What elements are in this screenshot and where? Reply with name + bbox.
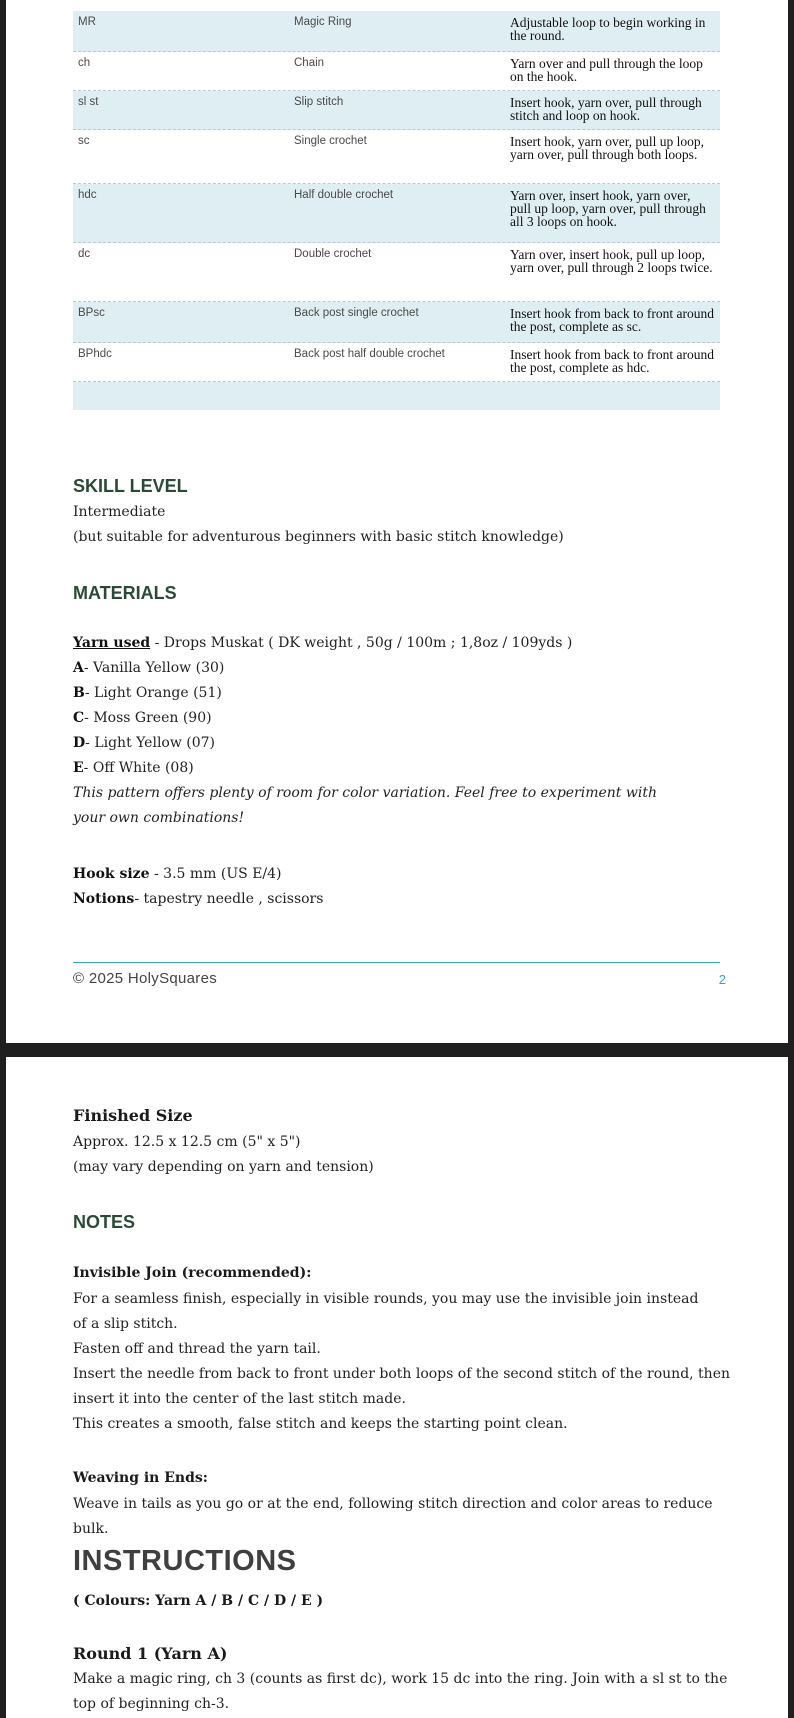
table-row (73, 11, 720, 52)
yarn-used-value: - Drops Muskat ( DK weight , 50g / 100m ; 1,8oz / 109yds ) (150, 635, 573, 651)
notes-heading: NOTES (73, 1212, 136, 1232)
stitch-description: Insert hook from back to front around the post, complete as sc. (510, 306, 714, 334)
table-row-empty (73, 382, 720, 410)
stitch-abbreviation: dc (78, 248, 91, 260)
yarn-color-b (73, 681, 733, 706)
yarn-color-e (73, 756, 733, 781)
materials-heading: MATERIALS (73, 583, 177, 603)
stitch-name: Single crochet (294, 135, 367, 147)
table-row (73, 302, 720, 343)
yarn-color-key: C (73, 710, 85, 726)
yarn-color-key: B (73, 685, 85, 701)
yarn-used-label: Yarn used (73, 635, 151, 651)
yarn-color-key: E (73, 760, 84, 776)
stitch-abbreviation: MR (78, 16, 96, 28)
table-row (73, 343, 720, 382)
skill-level-note: (but suitable for adventurous beginners with basic stitch knowledge) (73, 529, 564, 545)
pattern-page-3 (6, 1057, 788, 1718)
invisible-join-heading: Invisible Join (recommended): (73, 1265, 312, 1281)
colours-line: ( Colours: Yarn A / B / C / D / E ) (73, 1593, 324, 1609)
stitch-name: Back post half double crochet (294, 348, 445, 360)
table-row (73, 52, 720, 91)
yarn-color-d (73, 731, 733, 756)
finished-size-note: (may vary depending on yarn and tension) (73, 1159, 374, 1175)
notions (73, 887, 733, 912)
stitch-description: Insert hook, yarn over, pull through stitch and loop on hook. (510, 95, 702, 123)
weaving-heading: Weaving in Ends: (73, 1470, 208, 1486)
finished-size-value: Approx. 12.5 x 12.5 cm (5" x 5") (73, 1134, 301, 1150)
stitch-description: Adjustable loop to begin working in the round. (510, 15, 706, 43)
stitch-description: Insert hook from back to front around the post, complete as hdc. (510, 347, 714, 375)
stitch-abbreviation: sl st (78, 96, 99, 108)
yarn-color-label: - Vanilla Yellow (30) (83, 660, 225, 676)
yarn-color-c (73, 706, 733, 731)
invisible-join-line: This creates a smooth, false stitch and keeps the starting point clean. (73, 1416, 568, 1432)
stitch-abbreviation: sc (78, 135, 90, 147)
stitch-abbreviation: hdc (78, 189, 97, 201)
yarn-used (73, 631, 733, 656)
round1-heading: Round 1 (Yarn A) (73, 1644, 228, 1663)
stitch-description: Insert hook, yarn over, pull up loop, yarn over, pull through both loops. (510, 134, 705, 162)
hook-size (73, 862, 733, 887)
footer-copyright: © 2025 HolySquares (73, 970, 218, 987)
table-row (73, 91, 720, 130)
finished-size-heading: Finished Size (73, 1106, 193, 1125)
yarn-color-key: D (73, 735, 86, 751)
skill-level-heading: SKILL LEVEL (73, 476, 188, 496)
color-variation-note: This pattern offers plenty of room for color variation. Feel free to experiment with your own combinations! (73, 785, 657, 826)
stitch-name: Magic Ring (294, 16, 352, 28)
table-row (73, 130, 720, 184)
invisible-join-line: Insert the needle from back to front under both loops of the second stitch of the round, then insert it into the center of the last stitch made. (73, 1366, 731, 1407)
hook-size-label: Hook size (73, 866, 150, 882)
round1-text: Make a magic ring, ch 3 (counts as first dc), work 15 dc into the ring. Join with a sl st to the top of beginning ch-3. (73, 1671, 728, 1712)
stitch-description: Yarn over, insert hook, pull up loop, yarn over, pull through 2 loops twice. (510, 247, 713, 275)
stitch-name: Back post single crochet (294, 307, 419, 319)
invisible-join-line: Fasten off and thread the yarn tail. (73, 1341, 321, 1357)
pattern-page-2 (6, 0, 788, 1043)
table-row (73, 243, 720, 302)
skill-level-value: Intermediate (73, 504, 166, 520)
stitch-abbreviation: ch (78, 57, 91, 69)
yarn-color-key: A (73, 660, 84, 676)
stitch-abbreviation: BPhdc (78, 348, 112, 360)
footer-divider (73, 962, 720, 963)
stitch-name: Double crochet (294, 248, 372, 260)
weaving-text: Weave in tails as you go or at the end, following stitch direction and color areas to reduce bulk. (73, 1496, 713, 1537)
yarn-color-label: - Light Orange (51) (84, 685, 222, 701)
stitch-description: Yarn over and pull through the loop on the hook. (510, 56, 703, 84)
stitch-description: Yarn over, insert hook, yarn over, pull up loop, yarn over, pull through all 3 loops on hook. (510, 188, 706, 229)
yarn-color-label: - Light Yellow (07) (85, 735, 216, 751)
stitch-name: Slip stitch (294, 96, 344, 108)
instructions-heading: INSTRUCTIONS (73, 1545, 297, 1577)
stitch-abbreviation: BPsc (78, 307, 105, 319)
stitch-name: Chain (294, 57, 325, 69)
page-number: 2 (718, 972, 726, 987)
yarn-color-label: - Moss Green (90) (84, 710, 212, 726)
notions-label: Notions (73, 891, 135, 907)
hook-size-value: - 3.5 mm (US E/4) (149, 866, 282, 882)
stitch-table (73, 11, 720, 410)
notions-value: - tapestry needle , scissors (134, 891, 324, 907)
yarn-color-a (73, 656, 733, 681)
yarn-color-label: - Off White (08) (83, 760, 194, 776)
invisible-join-line: For a seamless finish, especially in visible rounds, you may use the invisible join instead of a slip stitch. (73, 1291, 699, 1332)
table-row (73, 184, 720, 243)
stitch-name: Half double crochet (294, 189, 394, 201)
